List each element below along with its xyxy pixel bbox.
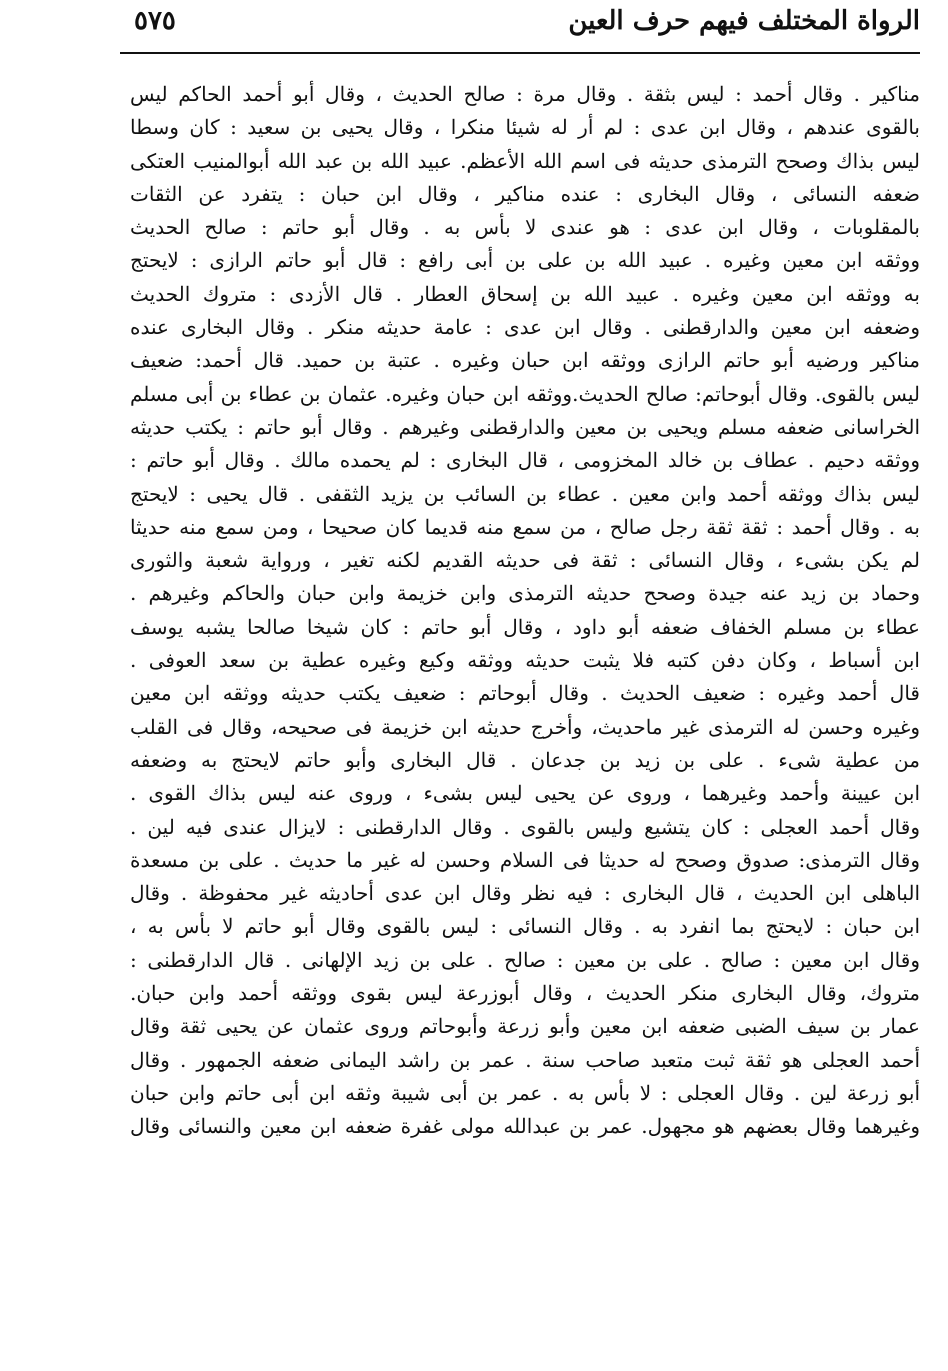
text-line: وقال الترمذى: صدوق وصحح له حديثا فى السلام وحسن له غير ما حديث . على بن مسعدة — [130, 847, 920, 872]
text-line: وقال أحمد العجلى : كان يتشيع وليس بالقوى . وقال الدارقطنى : لايزال عندى فيه لين . — [130, 814, 920, 839]
chapter-title: الرواة المختلف فيهم حرف العين — [568, 6, 920, 36]
text-line: به . وقال أحمد : ثقة ثقة رجل صالح ، من سمع منه قديما كان صحيحا ، ومن سمع منه حديثا — [130, 514, 920, 539]
text-line: ابن أسباط ، وكان دفن كتبه فلا يثبت حديثه ووثقه وكيع وغيره عطية بن سعد العوفى . — [130, 648, 920, 673]
body-text — [130, 78, 920, 1144]
text-line: ليس بذاك وصحح الترمذى حديثه فى اسم الله الأعظم. عبيد الله بن عبد الله أبوالمنيب العتكى — [130, 148, 920, 173]
text-line: متروك، وقال البخارى منكر الحديث ، وقال أبوزرعة ليس بقوى ووثقه أحمد وابن حبان. — [130, 981, 920, 1006]
running-header — [120, 0, 920, 54]
text-line: ابن عيينة وأحمد وغيرهما ، وروى عن يحيى ليس بشىء ، وروى عنه ليس بذاك القوى . — [130, 781, 920, 806]
text-line: عطاء بن مسلم الخفاف ضعفه أبو داود ، وقال أبو حاتم : كان شيخا صالحا يشبه يوسف — [130, 614, 920, 639]
text-line: ضعفه النسائى ، وقال البخارى : عنده مناكير ، وقال ابن حبان : يتفرد عن الثقات — [130, 181, 920, 206]
text-line: وحماد بن زيد عنه جيدة وصحح حديثه الترمذى وابن خزيمة وابن حبان والحاكم وغيرهم . — [130, 581, 920, 606]
text-line: ووثقه دحيم . عطاف بن خالد المخزومى ، قال البخارى : لم يحمده مالك . وقال أبو حاتم : — [130, 448, 920, 473]
text-line: مناكير ورضيه أبو حاتم الرازى ووثقه ابن حبان وغيره . عتبة بن حميد. قال أحمد: ضعيف — [130, 348, 920, 373]
text-line: لم يكن بشىء ، وقال النسائى : ثقة فى حديثه القديم لكنه تغير ، ورواية شعبة والثورى — [130, 548, 920, 573]
text-line: وغيره وحسن له الترمذى غير ماحديث، وأخرج حديثه ابن خزيمة فى صحيحه، وقال فى القلب — [130, 714, 920, 739]
text-line: وغيرهما وقال بعضهم هو مجهول. عمر بن عبدالله مولى غفرة ضعفه ابن معين والنسائى وقال — [130, 1114, 920, 1139]
text-line: بالقوى عندهم ، وقال ابن عدى : لم أر له شيئا منكرا ، وقال يحيى بن سعيد : كان وسطا — [130, 115, 920, 140]
text-line: أبو زرعة لين . وقال العجلى : لا بأس به . عمر بن أبى شيبة وثقه ابن أبى حاتم وابن حبان — [130, 1080, 920, 1105]
page-number: ٥٧٥ — [134, 6, 176, 36]
text-line: وقال ابن معين : صالح . على بن معين : صالح . على بن زيد الإلهانى . قال الدارقطنى : — [130, 947, 920, 972]
text-line: ليس بذاك ووثقه أحمد وابن معين . عطاء بن السائب بن يزيد الثقفى . قال يحيى : لايحتج — [130, 481, 920, 506]
text-line: من عطية شىء . على بن زيد بن جدعان . قال البخارى وأبو حاتم لايحتج به وضعفه — [130, 747, 920, 772]
text-line: عمار بن سيف الضبى ضعفه ابن معين وأبو زرعة وأبوحاتم وروى عثمان عن يحيى ثقة وقال — [130, 1014, 920, 1039]
text-line: الباهلى ابن الحديث ، قال البخارى : فيه نظر وقال ابن عدى أحاديثه غير محفوظة . وقال — [130, 881, 920, 906]
text-line: أحمد العجلى هو ثقة ثبت متعبد صاحب سنة . عمر بن راشد اليمانى ضعفه الجمهور . وقال — [130, 1047, 920, 1072]
text-line: بالمقلوبات ، وقال ابن عدى : هو عندى لا بأس به . وقال أبو حاتم : صالح الحديث — [130, 215, 920, 240]
text-line: به ووثقه ابن معين وغيره . عبيد الله بن إسحاق العطار . قال الأزدى : متروك الحديث — [130, 281, 920, 306]
text-line: ليس بالقوى. وقال أبوحاتم: صالح الحديث.ووثقه ابن حبان وغيره. عثمان بن عطاء بن أبى مسلم — [130, 381, 920, 406]
text-line: الخراسانى ضعفه مسلم ويحيى بن معين والدارقطنى وغيرهم . وقال أبو حاتم : يكتب حديثه — [130, 414, 920, 439]
text-line: وضعفه ابن معين والدارقطنى . وقال ابن عدى : عامة حديثه منكر . وقال البخارى عنده — [130, 315, 920, 340]
text-line: ووثقه ابن معين وغيره . عبيد الله بن على بن أبى رافع : قال أبو حاتم الرازى : لايحتج — [130, 248, 920, 273]
text-line: مناكير . وقال أحمد : ليس بثقة . وقال مرة : صالح الحديث ، وقال أبو أحمد الحاكم ليس — [130, 82, 920, 106]
text-line: ابن حبان : لايحتج بما انفرد به . وقال النسائى : ليس بالقوى وقال أبو حاتم لا بأس به ، — [130, 914, 920, 939]
text-line: قال أحمد وغيره : ضعيف الحديث . وقال أبوحاتم : ضعيف يكتب حديثه ووثقه ابن معين — [130, 681, 920, 706]
